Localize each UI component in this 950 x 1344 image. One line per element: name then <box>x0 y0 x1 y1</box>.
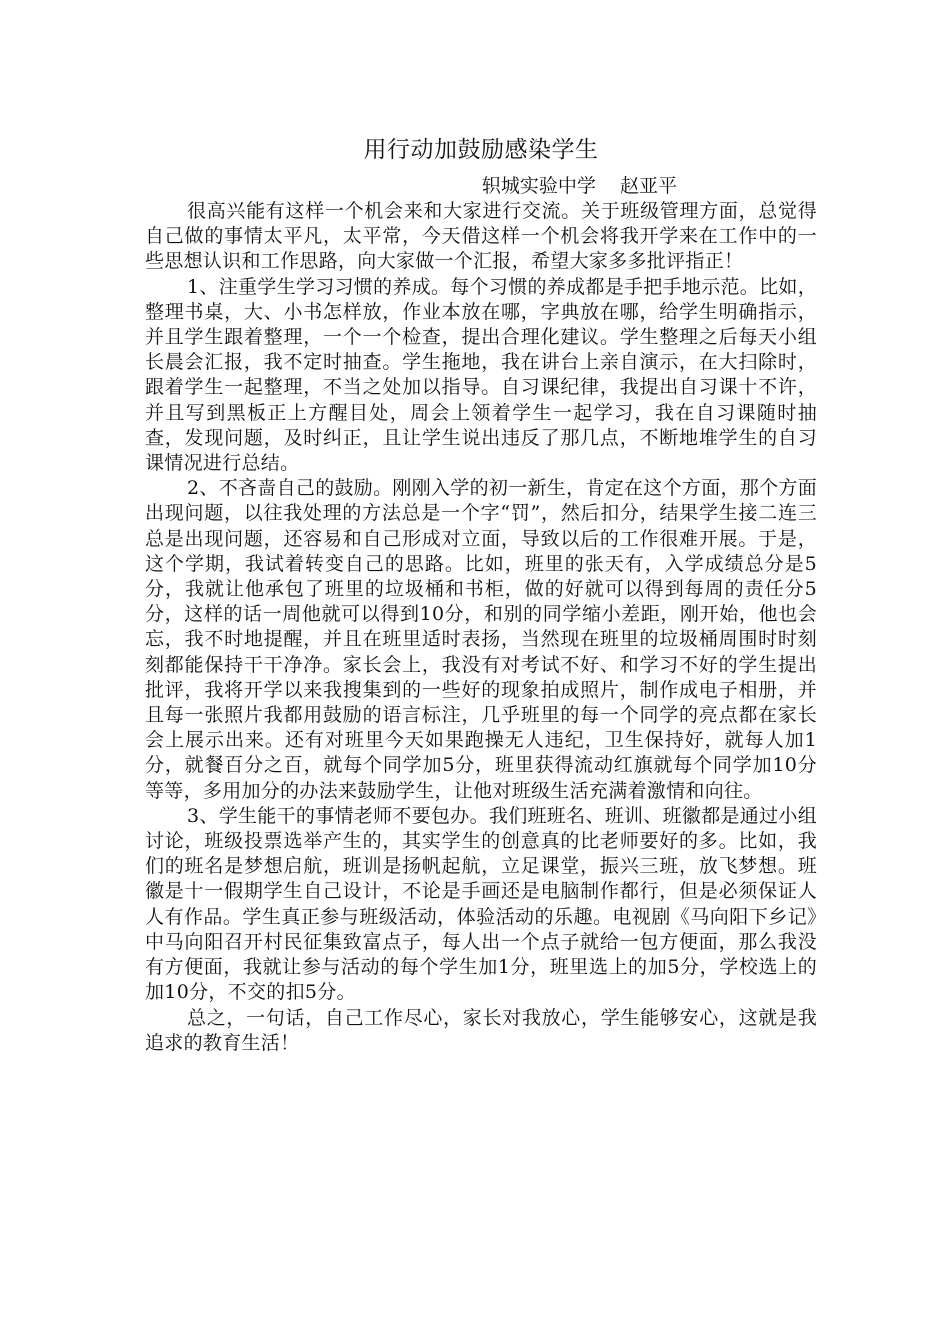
paragraph-conclusion: 总之，一句话，自己工作尽心，家长对我放心，学生能够安心，这就是我追求的教育生活！ <box>145 1006 817 1054</box>
paragraph-habits: 1、注重学生学习习惯的养成。每个习惯的养成都是手把手地示范。比如，整理书桌，大、小书怎样放，作业本放在哪，字典放在哪，给学生明确指示，并且学生跟着整理，一个一个检查，提出合理化建议。学生整理之后每天小组长晨会汇报，我不定时抽查。学生拖地，我在讲台上亲自演示，在大扫除时，跟着学生一起整理，不当之处加以指导。自习课纪律，我提出自习课十不许，并且写到黑板正上方醒目处，周会上领着学生一起学习，我在自习课随时抽查，发现问题，及时纠正，且让学生说出违反了那几点，不断地堆学生的自习课情况进行总结。 <box>145 275 817 475</box>
document-page <box>145 135 817 1056</box>
paragraph-encouragement: 2、不吝啬自己的鼓励。刚刚入学的初一新生，肯定在这个方面，那个方面出现问题，以往我处理的方法总是一个字“罚”，然后扣分，结果学生接二连三总是出现问题，还容易和自己形成对立面，导致以后的工作很难开展。于是，这个学期，我试着转变自己的思路。比如，班里的张天有，入学成绩总分是5分，我就让他承包了班里的垃圾桶和书柜，做的好就可以得到每周的责任分5分，这样的话一周他就可以得到10分，和别的同学缩小差距，刚开始，他也会忘，我不时地提醒，并且在班里适时表扬，当然现在班里的垃圾桶周围时时刻刻都能保持干干净净。家长会上，我没有对考试不好、和学习不好的学生提出批评，我将开学以来我搜集到的一些好的现象拍成照片，制作成电子相册，并且每一张照片我都用鼓励的语言标注，几乎班里的每一个同学的亮点都在家长会上展示出来。还有对班里今天如果跑操无人违纪，卫生保持好，就每人加1分，就餐百分之百，就每个同学加5分，班里获得流动红旗就每个同学加10分等等，多用加分的办法来鼓励学生，让他对班级生活充满着激情和向往。 <box>145 477 817 802</box>
paragraph-student-initiative: 3、学生能干的事情老师不要包办。我们班班名、班训、班徽都是通过小组讨论，班级投票选举产生的，其实学生的创意真的比老师要好的多。比如，我们的班名是梦想启航，班训是扬帆起航，立足课堂，振兴三班，放飞梦想。班徽是十一假期学生自己设计，不论是手画还是电脑制作都行，但是必须保证人人有作品。学生真正参与班级活动，体验活动的乐趣。电视剧《马向阳下乡记》中马向阳召开村民征集致富点子，每人出一个点子就给一包方便面，那么我没有方便面，我就让参与活动的每个学生加1分，班里选上的加5分，学校选上的加10分，不交的扣5分。 <box>145 804 817 1004</box>
paragraph-intro: 很高兴能有这样一个机会来和大家进行交流。关于班级管理方面，总觉得自己做的事情太平凡，太平常，今天借这样一个机会将我开学来在工作中的一些思想认识和工作思路，向大家做一个汇报，希望大家多多批评指正！ <box>145 200 817 273</box>
document-title: 用行动加鼓励感染学生 <box>363 137 599 163</box>
document-author: 轵城实验中学 赵亚平 <box>481 175 677 197</box>
